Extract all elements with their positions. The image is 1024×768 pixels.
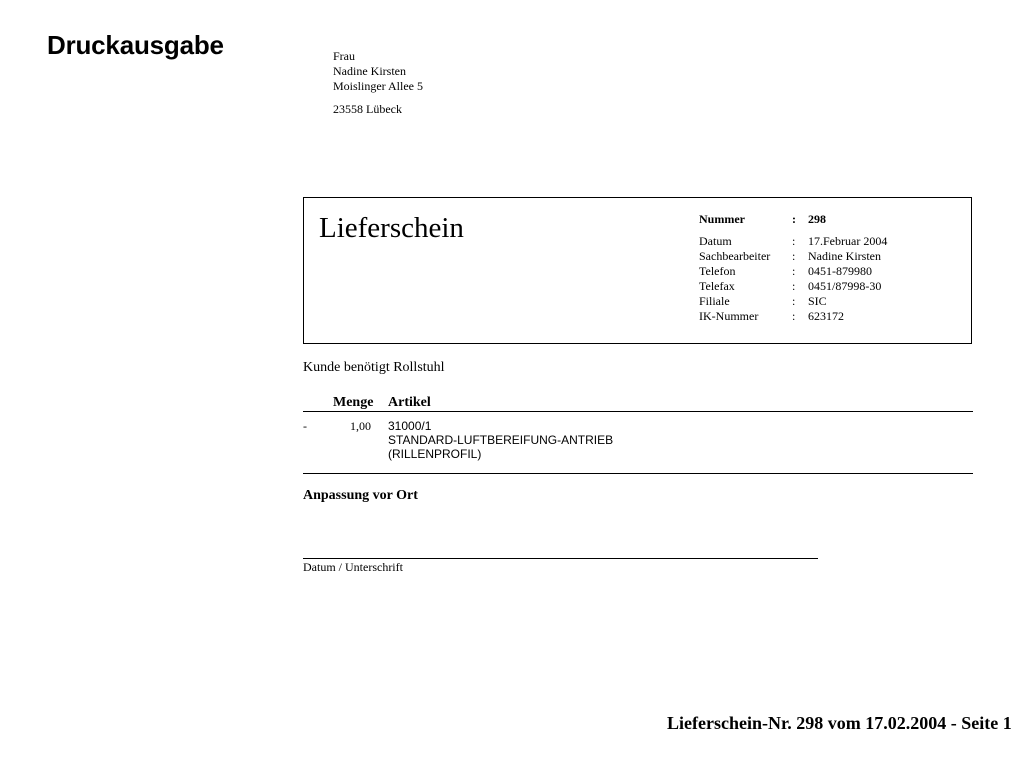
article-text-line-2: (RILLENPROFIL) [388, 447, 482, 461]
meta-key: IK-Nummer [699, 309, 759, 323]
meta-row-filiale [699, 294, 887, 309]
meta-separator: : [792, 264, 796, 278]
row-marker: - [303, 419, 307, 433]
recipient-city: 23558 Lübeck [333, 102, 402, 116]
table-header-rule [303, 411, 973, 412]
recipient-salutation: Frau [333, 49, 355, 63]
meta-row-datum [699, 234, 887, 249]
document-title: Lieferschein [319, 212, 464, 244]
meta-key: Datum [699, 234, 732, 248]
slide-title: Druckausgabe [47, 30, 224, 60]
meta-separator: : [792, 212, 796, 226]
meta-separator: : [792, 294, 796, 308]
column-header-menge: Menge [333, 395, 374, 410]
meta-separator: : [792, 249, 796, 263]
recipient-street: Moislinger Allee 5 [333, 79, 423, 93]
meta-value: 623172 [808, 309, 844, 323]
document-meta [699, 212, 887, 324]
recipient-address [333, 49, 423, 117]
meta-separator: : [792, 309, 796, 323]
meta-key: Telefon [699, 264, 736, 278]
meta-value: SIC [808, 294, 827, 308]
meta-row-nummer [699, 212, 887, 227]
signature-line [303, 558, 818, 559]
meta-row-ik-nummer [699, 309, 887, 324]
meta-row-sachbearbeiter [699, 249, 887, 264]
meta-key: Filiale [699, 294, 730, 308]
meta-value: Nadine Kirsten [808, 249, 881, 263]
meta-value: 298 [808, 212, 826, 226]
meta-value: 0451-879980 [808, 264, 872, 278]
meta-key: Telefax [699, 279, 735, 293]
document-header-box [303, 197, 972, 344]
meta-value: 0451/87998-30 [808, 279, 882, 293]
signature-label: Datum / Unterschrift [303, 560, 403, 574]
meta-row-telefax [699, 279, 887, 294]
meta-key: Nummer [699, 212, 745, 226]
row-quantity: 1,00 [350, 419, 371, 433]
section-heading: Anpassung vor Ort [303, 488, 418, 503]
column-header-artikel: Artikel [388, 395, 431, 410]
recipient-name: Nadine Kirsten [333, 64, 406, 78]
article-number: 31000/1 [388, 419, 432, 433]
meta-separator: : [792, 279, 796, 293]
row-article [388, 419, 613, 461]
page-footer: Lieferschein-Nr. 298 vom 17.02.2004 - Seite 1 [667, 713, 1012, 733]
meta-value: 17.Februar 2004 [808, 234, 888, 248]
customer-note: Kunde benötigt Rollstuhl [303, 360, 445, 375]
meta-key: Sachbearbeiter [699, 249, 771, 263]
meta-separator: : [792, 234, 796, 248]
meta-row-telefon [699, 264, 887, 279]
table-footer-rule [303, 473, 973, 474]
article-text-line-1: STANDARD-LUFTBEREIFUNG-ANTRIEB [388, 433, 614, 447]
